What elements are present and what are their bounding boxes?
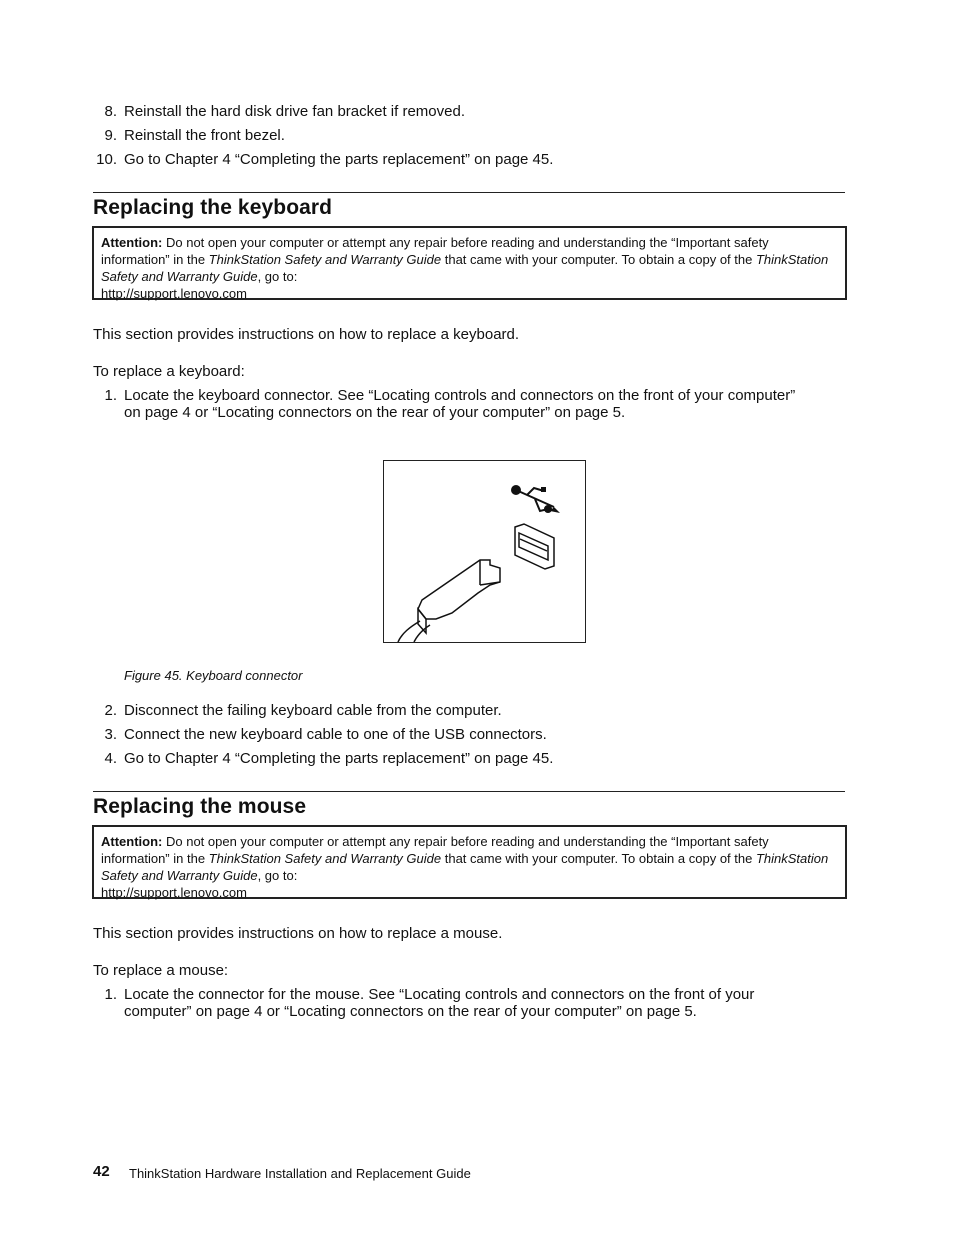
section-heading-mouse: Replacing the mouse (93, 795, 307, 818)
footer-title: ThinkStation Hardware Installation and Replacement Guide (129, 1166, 471, 1181)
page-number: 42 (93, 1163, 110, 1180)
usb-plug-icon (398, 560, 500, 642)
support-url: http://support.lenovo.com (101, 885, 247, 900)
usb-port-icon (515, 524, 554, 569)
mouse-lead: To replace a mouse: (93, 962, 229, 979)
keyboard-connector-figure (383, 460, 586, 643)
section-heading-keyboard: Replacing the keyboard (93, 196, 333, 219)
attention-box-keyboard: Attention: Do not open your computer or attempt any repair before reading and understanding the “Important safety information” in the ThinkStation Safety and Warranty Guide that came with your computer. To obtain a copy of the ThinkStation Safety and Warranty Guide, go to: http://support.lenovo.com (92, 226, 847, 300)
attention-label: Attention: (101, 834, 163, 849)
usb-connector-illustration (384, 461, 585, 642)
attention-box-mouse: Attention: Do not open your computer or attempt any repair before reading and understanding the “Important safety information” in the ThinkStation Safety and Warranty Guide that came with your computer. To obtain a copy of the ThinkStation Safety and Warranty Guide, go to: http://support.lenovo.com (92, 825, 847, 899)
section-divider (93, 192, 845, 193)
mouse-intro: This section provides instructions on how to replace a mouse. (93, 925, 503, 942)
keyboard-intro: This section provides instructions on how to replace a keyboard. (93, 326, 520, 343)
figure-caption: Figure 45. Keyboard connector (124, 668, 303, 683)
usb-symbol-icon (512, 486, 560, 513)
section-divider (93, 791, 845, 792)
support-url: http://support.lenovo.com (101, 286, 247, 301)
attention-label: Attention: (101, 235, 163, 250)
keyboard-lead: To replace a keyboard: (93, 363, 245, 380)
